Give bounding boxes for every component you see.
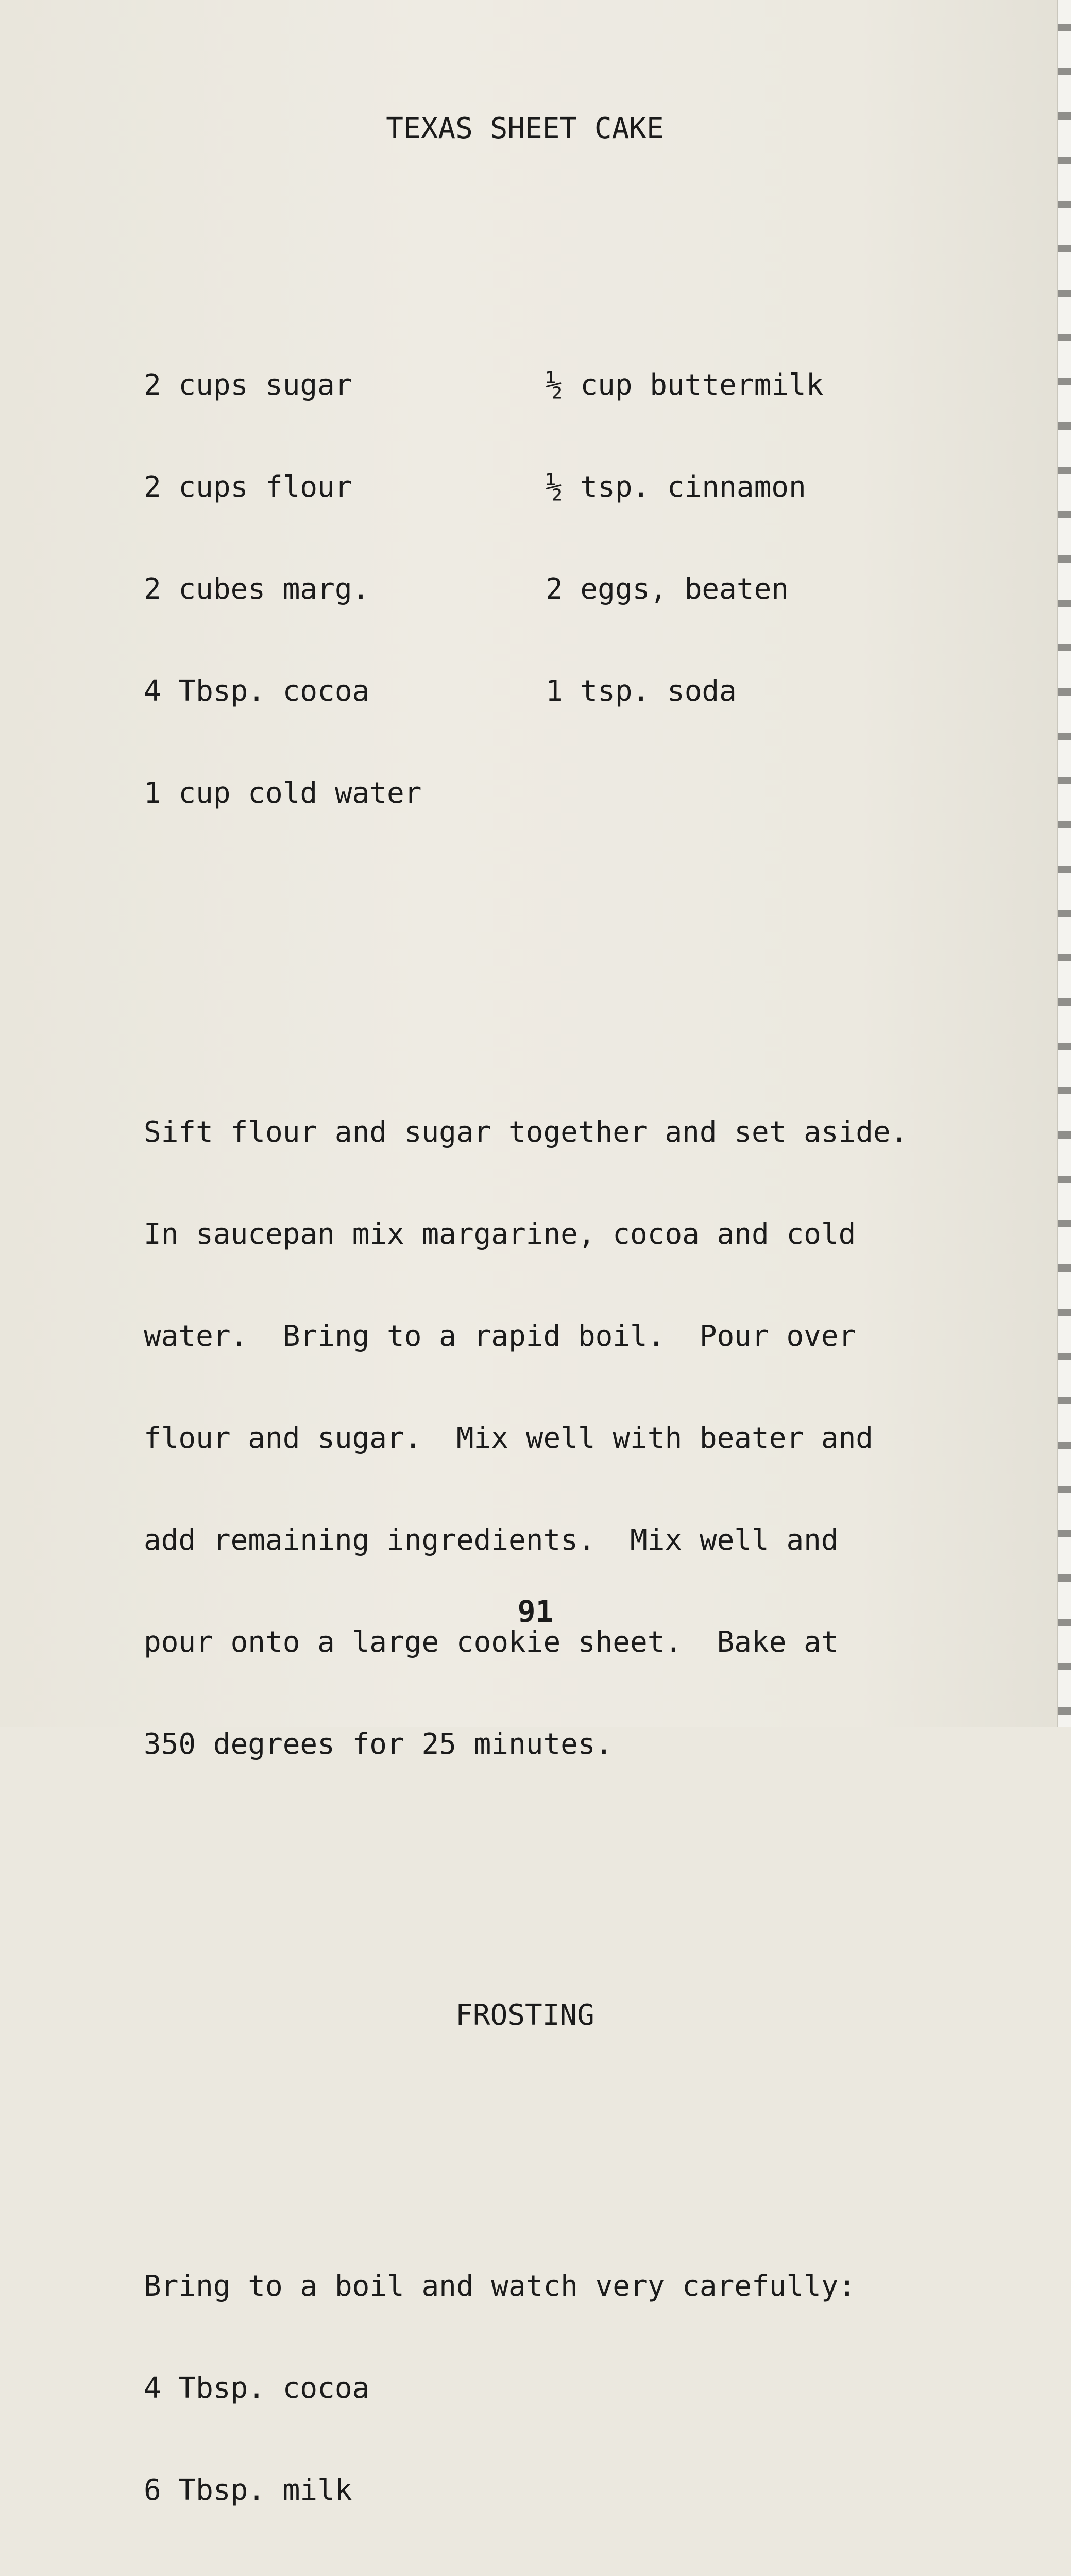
ingredient-line: 1 tsp. soda	[546, 674, 737, 708]
ingredient-column-right	[546, 300, 906, 878]
frosting-line: 4 Tbsp. cocoa	[144, 2371, 370, 2405]
frosting-lines	[144, 2201, 1050, 2576]
ingredient-line: 2 cups sugar	[144, 368, 352, 402]
ingredient-line: 2 eggs, beaten	[546, 572, 789, 606]
ingredient-line: ½ tsp. cinnamon	[546, 470, 806, 504]
ingredient-columns	[144, 300, 1050, 878]
direction-line: Sift flour and sugar together and set aside.	[144, 1115, 908, 1149]
frosting-line: Bring to a boil and watch very carefully:	[144, 2269, 856, 2303]
ingredient-column-left	[144, 300, 546, 878]
direction-line: pour onto a large cookie sheet. Bake at	[144, 1625, 839, 1659]
page-number: 91	[517, 1594, 554, 1629]
ingredient-line: 4 Tbsp. cocoa	[144, 674, 370, 708]
frosting-line: 6 Tbsp. milk	[144, 2473, 352, 2507]
directions	[144, 1047, 1050, 1829]
direction-line: flour and sugar. Mix well with beater and	[144, 1421, 874, 1455]
ingredient-line: 2 cups flour	[144, 470, 352, 504]
spiral-binding-edge	[1057, 0, 1071, 1727]
direction-line: 350 degrees for 25 minutes.	[144, 1727, 613, 1761]
frosting-title: FROSTING	[455, 1998, 594, 2032]
ingredient-line: 2 cubes marg.	[144, 572, 370, 606]
frosting-line	[144, 2575, 1050, 2576]
ingredient-line: ½ cup buttermilk	[546, 368, 824, 402]
page-text	[144, 44, 1050, 2576]
recipe-title: TEXAS SHEET CAKE	[386, 112, 664, 145]
ingredient-line: 1 cup cold water	[144, 776, 422, 810]
direction-line: add remaining ingredients. Mix well and	[144, 1523, 839, 1557]
direction-line: In saucepan mix margarine, cocoa and cold	[144, 1217, 856, 1251]
direction-line: water. Bring to a rapid boil. Pour over	[144, 1319, 856, 1353]
